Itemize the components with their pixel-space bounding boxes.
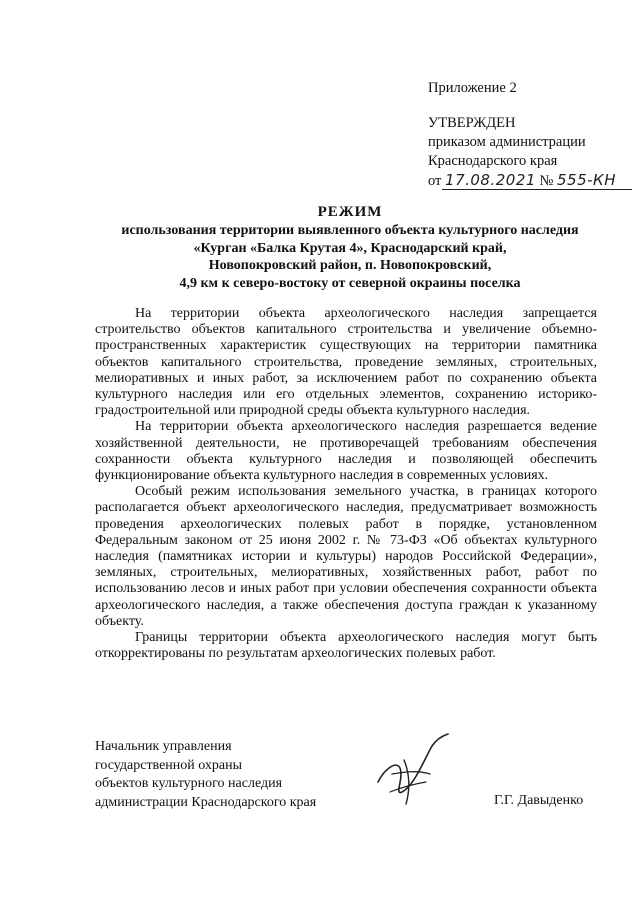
position-line: объектов культурного наследия [95, 776, 283, 791]
date-underline [442, 189, 632, 190]
document-body [95, 306, 597, 662]
signatory-position [95, 738, 316, 812]
appendix-label: Приложение 2 [428, 80, 517, 96]
subtitle-line: 4,9 км к северо-востоку от северной окраины поселка [179, 275, 521, 291]
approval-line-1: приказом администрации [428, 134, 586, 150]
approval-line-2: Краснодарского края [428, 153, 558, 169]
approval-date-line [428, 171, 616, 191]
subtitle-line: использования территории выявленного объекта культурного наследия [121, 223, 579, 238]
number-sign: № [539, 173, 554, 189]
subtitle-line: «Курган «Балка Крутая 4», Краснодарский край, [193, 240, 507, 256]
body-paragraph: Особый режим использования земельного участка, в границах которого располагается объект археологического наследия, предусматривает возможность проведения археологических полевых работ в порядке, установленном Федеральным законом от 25 июня 2002 г. № 73-ФЗ «Об объектах культурного наследия (памятниках истории и культуры) народов Российской Федерации», земляных, строительных, мелиоративных, хозяйственных работ, работ по использованию лесов и иных работ при условии обеспечения сохранности объекта археологического наследия, а также обеспечения доступа граждан к указанному объекту. [95, 484, 597, 629]
document-title: РЕЖИМ [317, 204, 383, 220]
signer-name: Г.Г. Давыденко [494, 793, 584, 808]
approval-heading: УТВЕРЖДЕН [428, 115, 516, 131]
date-prefix: от [428, 173, 442, 189]
position-line: Начальник управления [95, 739, 232, 754]
handwritten-date: 17.08.2021 [445, 171, 536, 189]
body-paragraph: Границы территории объекта археологического наследия могут быть откорректированы по результатам археологических полевых работ. [95, 630, 597, 662]
position-line: государственной охраны [95, 757, 243, 773]
approval-block [428, 114, 616, 191]
subtitle-line: Новопокровский район, п. Новопокровский, [208, 258, 492, 273]
handwritten-number: 555-КН [557, 171, 616, 189]
handwritten-signature [370, 730, 460, 810]
position-line: администрации Краснодарского края [95, 794, 317, 810]
body-paragraph: На территории объекта археологического наследия разрешается ведение хозяйственной деятельности, не противоречащей требованиям обеспечения сохранности объекта культурного наследия и позволяющей обеспечить функционирование объекта культурного наследия в современных условиях. [95, 419, 597, 484]
body-paragraph: На территории объекта археологического наследия запрещается строительство объектов капитального строительства и увеличение объемно-пространственных характеристик существующих на территории памятника объектов капитального строительства, проведение земляных, строительных, мелиоративных и иных работ, за исключением работ по сохранению объекта культурного наследия или его отдельных элементов, сохранению историко-градостроительной или природной среды объекта культурного наследия. [95, 306, 597, 419]
document-subtitle [90, 222, 610, 292]
